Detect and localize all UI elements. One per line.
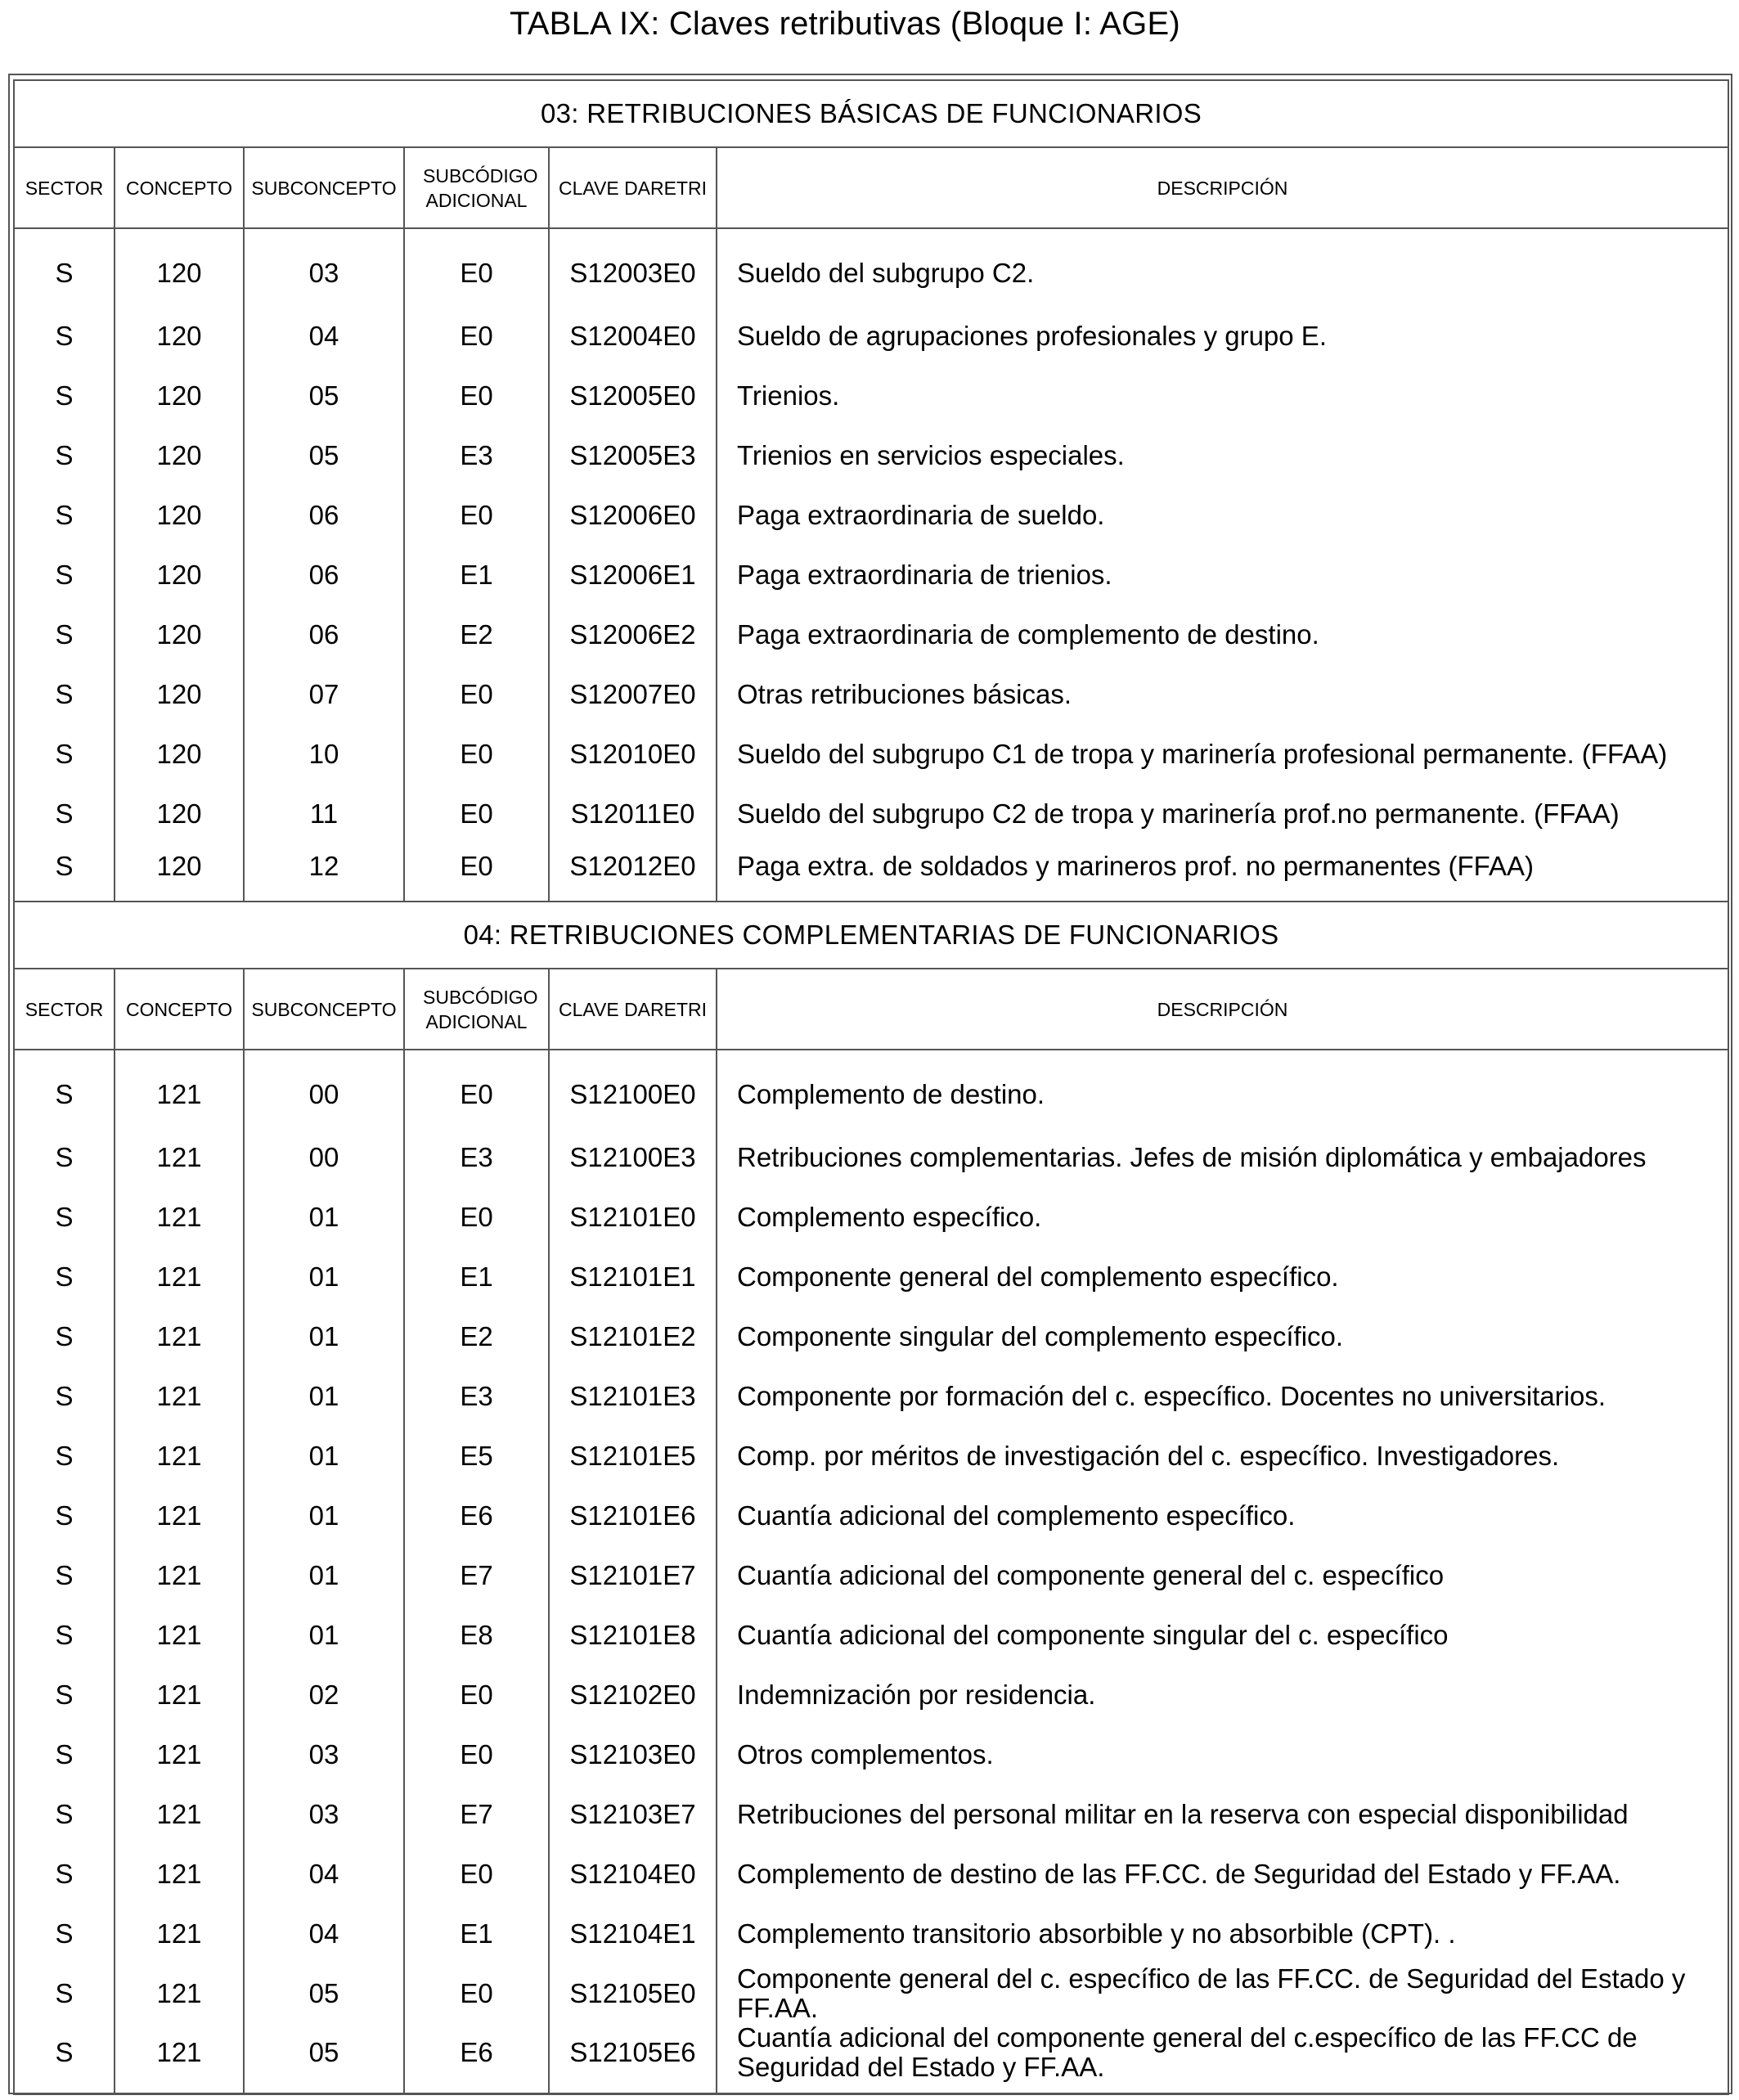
sector-cell: S — [14, 605, 115, 664]
clave-cell: S12101E8 — [549, 1605, 717, 1665]
concepto-cell: 121 — [115, 1725, 244, 1784]
table-row — [14, 1784, 1728, 1844]
clave-cell: S12007E0 — [549, 664, 717, 724]
clave-cell: S12101E2 — [549, 1306, 717, 1366]
subconcepto-cell: 05 — [244, 1963, 404, 2023]
descripcion-cell: Componente singular del complemento específico. — [717, 1306, 1728, 1366]
subconcepto-cell: 01 — [244, 1247, 404, 1306]
subcodigo-cell: E3 — [404, 1366, 549, 1426]
subcodigo-cell: E7 — [404, 1784, 549, 1844]
concepto-cell: 120 — [115, 306, 244, 366]
column-header: SECTOR — [14, 147, 115, 228]
sector-cell: S — [14, 1784, 115, 1844]
subcodigo-cell: E0 — [404, 1963, 549, 2023]
concepto-cell: 120 — [115, 366, 244, 425]
clave-cell: S12101E1 — [549, 1247, 717, 1306]
subconcepto-cell: 01 — [244, 1545, 404, 1605]
descripcion-cell: Sueldo del subgrupo C2. — [717, 228, 1728, 306]
descripcion-cell: Complemento específico. — [717, 1187, 1728, 1247]
section-heading-row — [14, 80, 1728, 147]
clave-cell: S12101E3 — [549, 1366, 717, 1426]
table-row — [14, 1127, 1728, 1187]
sector-cell: S — [14, 228, 115, 306]
concepto-cell: 120 — [115, 843, 244, 902]
sector-cell: S — [14, 664, 115, 724]
sector-cell: S — [14, 2023, 115, 2094]
column-header-row — [14, 969, 1728, 1050]
subconcepto-cell: 12 — [244, 843, 404, 902]
clave-cell: S12103E7 — [549, 1784, 717, 1844]
page-title: TABLA IX: Claves retributivas (Bloque I: AGE) — [510, 6, 1180, 42]
clave-cell: S12105E0 — [549, 1963, 717, 2023]
sector-cell: S — [14, 425, 115, 485]
column-header: SECTOR — [14, 969, 115, 1050]
subconcepto-cell: 04 — [244, 306, 404, 366]
sector-cell: S — [14, 1545, 115, 1605]
concepto-cell: 121 — [115, 1904, 244, 1963]
table-row — [14, 664, 1728, 724]
table-row — [14, 1247, 1728, 1306]
clave-cell: S12101E5 — [549, 1426, 717, 1486]
sector-cell: S — [14, 366, 115, 425]
sector-cell: S — [14, 1187, 115, 1247]
concepto-cell: 121 — [115, 1127, 244, 1187]
table-row — [14, 1844, 1728, 1904]
section-heading: 04: RETRIBUCIONES COMPLEMENTARIAS DE FUNCIONARIOS — [14, 902, 1728, 969]
subconcepto-cell: 07 — [244, 664, 404, 724]
concepto-cell: 121 — [115, 1426, 244, 1486]
descripcion-cell: Trienios. — [717, 366, 1728, 425]
subcodigo-cell: E7 — [404, 1545, 549, 1605]
concepto-cell: 121 — [115, 1963, 244, 2023]
subconcepto-cell: 00 — [244, 1127, 404, 1187]
concepto-cell: 121 — [115, 1605, 244, 1665]
subconcepto-cell: 01 — [244, 1306, 404, 1366]
sector-cell: S — [14, 724, 115, 784]
table-row — [14, 605, 1728, 664]
table-row — [14, 1963, 1728, 2023]
subcodigo-cell: E1 — [404, 1247, 549, 1306]
table-row — [14, 1306, 1728, 1366]
subcodigo-cell: E2 — [404, 1306, 549, 1366]
subconcepto-cell: 05 — [244, 2023, 404, 2094]
column-header: DESCRIPCIÓN — [717, 147, 1728, 228]
subconcepto-cell: 03 — [244, 1725, 404, 1784]
clave-cell: S12006E1 — [549, 545, 717, 605]
claves-table — [13, 79, 1729, 2095]
subconcepto-cell: 00 — [244, 1050, 404, 1127]
table-row — [14, 1904, 1728, 1963]
sector-cell: S — [14, 1426, 115, 1486]
table-row — [14, 1545, 1728, 1605]
descripcion-cell: Comp. por méritos de investigación del c. específico. Investigadores. — [717, 1426, 1728, 1486]
table-row — [14, 1187, 1728, 1247]
subcodigo-cell: E0 — [404, 1050, 549, 1127]
subcodigo-cell: E8 — [404, 1605, 549, 1665]
clave-cell: S12102E0 — [549, 1665, 717, 1725]
subcodigo-cell: E6 — [404, 2023, 549, 2094]
subcodigo-cell: E0 — [404, 228, 549, 306]
clave-cell: S12103E0 — [549, 1725, 717, 1784]
descripcion-cell: Paga extra. de soldados y marineros prof. no permanentes (FFAA) — [717, 843, 1728, 902]
descripcion-cell: Cuantía adicional del complemento específico. — [717, 1486, 1728, 1545]
sector-cell: S — [14, 1247, 115, 1306]
subconcepto-cell: 04 — [244, 1844, 404, 1904]
table-row — [14, 1486, 1728, 1545]
column-header: SUBCÓDIGO ADICIONAL — [404, 969, 549, 1050]
clave-cell: S12101E0 — [549, 1187, 717, 1247]
table-row — [14, 1725, 1728, 1784]
clave-cell: S12006E2 — [549, 605, 717, 664]
table-row — [14, 1665, 1728, 1725]
descripcion-cell: Cuantía adicional del componente general del c. específico — [717, 1545, 1728, 1605]
sector-cell: S — [14, 1050, 115, 1127]
sector-cell: S — [14, 843, 115, 902]
subconcepto-cell: 04 — [244, 1904, 404, 1963]
concepto-cell: 120 — [115, 545, 244, 605]
subconcepto-cell: 11 — [244, 784, 404, 843]
sector-cell: S — [14, 1844, 115, 1904]
subconcepto-cell: 01 — [244, 1486, 404, 1545]
subconcepto-cell: 06 — [244, 485, 404, 545]
sector-cell: S — [14, 545, 115, 605]
subcodigo-cell: E6 — [404, 1486, 549, 1545]
sector-cell: S — [14, 1963, 115, 2023]
clave-cell: S12100E3 — [549, 1127, 717, 1187]
column-header: DESCRIPCIÓN — [717, 969, 1728, 1050]
descripcion-cell: Paga extraordinaria de sueldo. — [717, 485, 1728, 545]
descripcion-cell: Indemnización por residencia. — [717, 1665, 1728, 1725]
descripcion-cell: Cuantía adicional del componente general del c.específico de las FF.CC de Seguridad del Estado y FF.AA. — [717, 2023, 1728, 2094]
subcodigo-cell: E0 — [404, 664, 549, 724]
subconcepto-cell: 05 — [244, 425, 404, 485]
subconcepto-cell: 10 — [244, 724, 404, 784]
clave-cell: S12003E0 — [549, 228, 717, 306]
subcodigo-cell: E0 — [404, 784, 549, 843]
descripcion-cell: Complemento de destino de las FF.CC. de Seguridad del Estado y FF.AA. — [717, 1844, 1728, 1904]
descripcion-cell: Paga extraordinaria de complemento de destino. — [717, 605, 1728, 664]
table-row — [14, 1605, 1728, 1665]
clave-cell: S12105E6 — [549, 2023, 717, 2094]
descripcion-cell: Cuantía adicional del componente singular del c. específico — [717, 1605, 1728, 1665]
descripcion-cell: Trienios en servicios especiales. — [717, 425, 1728, 485]
sector-cell: S — [14, 306, 115, 366]
descripcion-cell: Complemento de destino. — [717, 1050, 1728, 1127]
table-row — [14, 784, 1728, 843]
sector-cell: S — [14, 1904, 115, 1963]
sector-cell: S — [14, 485, 115, 545]
clave-cell: S12004E0 — [549, 306, 717, 366]
table-row — [14, 2023, 1728, 2094]
table-container — [13, 79, 1728, 2095]
concepto-cell: 121 — [115, 1665, 244, 1725]
subcodigo-cell: E0 — [404, 1844, 549, 1904]
column-header-row — [14, 147, 1728, 228]
descripcion-cell: Retribuciones del personal militar en la reserva con especial disponibilidad — [717, 1784, 1728, 1844]
subconcepto-cell: 01 — [244, 1426, 404, 1486]
concepto-cell: 120 — [115, 485, 244, 545]
subcodigo-cell: E0 — [404, 1187, 549, 1247]
clave-cell: S12101E7 — [549, 1545, 717, 1605]
subconcepto-cell: 03 — [244, 1784, 404, 1844]
concepto-cell: 120 — [115, 425, 244, 485]
column-header: SUBCONCEPTO — [244, 969, 404, 1050]
descripcion-cell: Componente por formación del c. específico. Docentes no universitarios. — [717, 1366, 1728, 1426]
subconcepto-cell: 06 — [244, 605, 404, 664]
table-row — [14, 1366, 1728, 1426]
table-row — [14, 485, 1728, 545]
descripcion-cell: Sueldo de agrupaciones profesionales y grupo E. — [717, 306, 1728, 366]
column-header: CONCEPTO — [115, 147, 244, 228]
subcodigo-cell: E3 — [404, 1127, 549, 1187]
descripcion-cell: Paga extraordinaria de trienios. — [717, 545, 1728, 605]
subconcepto-cell: 01 — [244, 1605, 404, 1665]
concepto-cell: 121 — [115, 2023, 244, 2094]
subcodigo-cell: E3 — [404, 425, 549, 485]
column-header: CLAVE DARETRI — [549, 969, 717, 1050]
table-row — [14, 843, 1728, 902]
subcodigo-cell: E2 — [404, 605, 549, 664]
descripcion-cell: Componente general del c. específico de las FF.CC. de Seguridad del Estado y FF.AA. — [717, 1963, 1728, 2023]
clave-cell: S12104E1 — [549, 1904, 717, 1963]
table-row — [14, 306, 1728, 366]
subcodigo-cell: E0 — [404, 843, 549, 902]
column-header: SUBCÓDIGO ADICIONAL — [404, 147, 549, 228]
clave-cell: S12100E0 — [549, 1050, 717, 1127]
table-row — [14, 1426, 1728, 1486]
clave-cell: S12011E0 — [549, 784, 717, 843]
concepto-cell: 121 — [115, 1545, 244, 1605]
clave-cell: S12005E3 — [549, 425, 717, 485]
concepto-cell: 121 — [115, 1844, 244, 1904]
sector-cell: S — [14, 1486, 115, 1545]
table-row — [14, 366, 1728, 425]
clave-cell: S12104E0 — [549, 1844, 717, 1904]
concepto-cell: 120 — [115, 605, 244, 664]
concepto-cell: 121 — [115, 1050, 244, 1127]
section-heading: 03: RETRIBUCIONES BÁSICAS DE FUNCIONARIOS — [14, 80, 1728, 147]
subcodigo-cell: E5 — [404, 1426, 549, 1486]
table-row — [14, 1050, 1728, 1127]
descripcion-cell: Componente general del complemento específico. — [717, 1247, 1728, 1306]
descripcion-cell: Otras retribuciones básicas. — [717, 664, 1728, 724]
subcodigo-cell: E0 — [404, 366, 549, 425]
subcodigo-cell: E0 — [404, 724, 549, 784]
subcodigo-cell: E0 — [404, 306, 549, 366]
clave-cell: S12005E0 — [549, 366, 717, 425]
subconcepto-cell: 05 — [244, 366, 404, 425]
table-row — [14, 228, 1728, 306]
sector-cell: S — [14, 784, 115, 843]
table-row — [14, 425, 1728, 485]
column-header: CONCEPTO — [115, 969, 244, 1050]
clave-cell: S12012E0 — [549, 843, 717, 902]
subcodigo-cell: E1 — [404, 545, 549, 605]
clave-cell: S12101E6 — [549, 1486, 717, 1545]
sector-cell: S — [14, 1725, 115, 1784]
concepto-cell: 121 — [115, 1486, 244, 1545]
sector-cell: S — [14, 1306, 115, 1366]
table-row — [14, 724, 1728, 784]
concepto-cell: 121 — [115, 1247, 244, 1306]
descripcion-cell: Sueldo del subgrupo C1 de tropa y marinería profesional permanente. (FFAA) — [717, 724, 1728, 784]
concepto-cell: 121 — [115, 1187, 244, 1247]
concepto-cell: 121 — [115, 1366, 244, 1426]
subcodigo-cell: E0 — [404, 1725, 549, 1784]
sector-cell: S — [14, 1366, 115, 1426]
concepto-cell: 120 — [115, 228, 244, 306]
concepto-cell: 120 — [115, 664, 244, 724]
subcodigo-cell: E1 — [404, 1904, 549, 1963]
subconcepto-cell: 01 — [244, 1187, 404, 1247]
clave-cell: S12006E0 — [549, 485, 717, 545]
column-header: CLAVE DARETRI — [549, 147, 717, 228]
column-header: SUBCONCEPTO — [244, 147, 404, 228]
clave-cell: S12010E0 — [549, 724, 717, 784]
descripcion-cell: Complemento transitorio absorbible y no absorbible (CPT). . — [717, 1904, 1728, 1963]
table-row — [14, 545, 1728, 605]
subcodigo-cell: E0 — [404, 485, 549, 545]
section-heading-row — [14, 902, 1728, 969]
concepto-cell: 120 — [115, 724, 244, 784]
sector-cell: S — [14, 1605, 115, 1665]
concepto-cell: 121 — [115, 1306, 244, 1366]
subconcepto-cell: 01 — [244, 1366, 404, 1426]
subcodigo-cell: E0 — [404, 1665, 549, 1725]
sector-cell: S — [14, 1127, 115, 1187]
concepto-cell: 121 — [115, 1784, 244, 1844]
subconcepto-cell: 03 — [244, 228, 404, 306]
descripcion-cell: Sueldo del subgrupo C2 de tropa y marinería prof.no permanente. (FFAA) — [717, 784, 1728, 843]
concepto-cell: 120 — [115, 784, 244, 843]
descripcion-cell: Otros complementos. — [717, 1725, 1728, 1784]
descripcion-cell: Retribuciones complementarias. Jefes de misión diplomática y embajadores — [717, 1127, 1728, 1187]
subconcepto-cell: 02 — [244, 1665, 404, 1725]
sector-cell: S — [14, 1665, 115, 1725]
subconcepto-cell: 06 — [244, 545, 404, 605]
